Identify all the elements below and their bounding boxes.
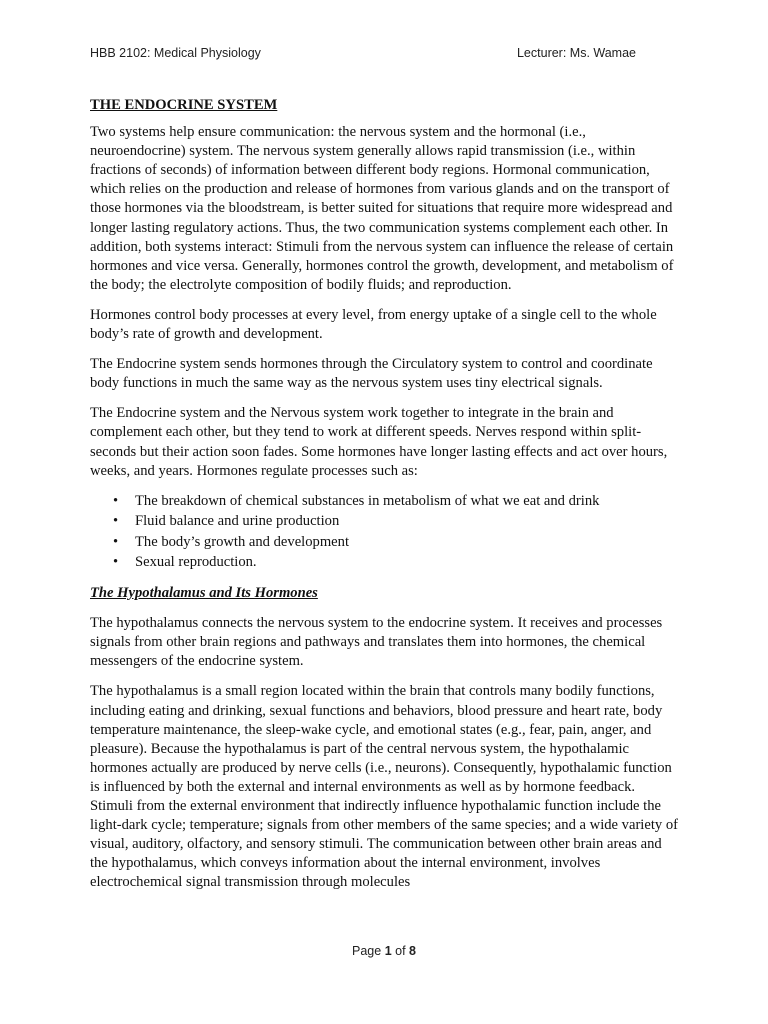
list-item bbox=[90, 511, 678, 532]
header-lecturer: Lecturer: Ms. Wamae bbox=[516, 46, 636, 60]
page-current: 1 bbox=[384, 944, 392, 958]
bullet-icon: • bbox=[113, 554, 119, 571]
bullet-icon: • bbox=[113, 492, 119, 509]
list-item-text: Fluid balance and urine production bbox=[135, 513, 340, 530]
list-item-text: The body’s growth and development bbox=[135, 533, 349, 550]
page-total: 8 bbox=[409, 944, 416, 958]
list-item bbox=[90, 491, 678, 512]
page-of-word: of bbox=[395, 944, 406, 958]
paragraph: The hypothalamus is a small region located within the brain that controls many bodily functions, including eating and drinking, sexual functions and behaviors, blood pressure and heart rate, body temperature maintenance, the sleep-wake cycle, and emotional states (e.g., fear, pain, anger, and pleasure). Because the hypothalamus is part of the central nervous system, the hypothalamic hormones actually are produced by nerve cells (i.e., neurons). Consequently, hypothalamic function is influenced by both the external and internal environments as well as by hormone feedback. Stimuli from the external environment that indirectly influence hypothalamic function include the light-dark cycle; temperature; signals from other members of the same species; and a wide variety of visual, auditory, olfactory, and sensory stimuli. The communication between other brain areas and the hypothalamus, which conveys information about the internal environment, involves electrochemical signal transmission through molecules bbox=[90, 683, 678, 891]
document-title: THE ENDOCRINE SYSTEM bbox=[90, 97, 278, 113]
page-footer bbox=[0, 944, 768, 958]
bullet-icon: • bbox=[113, 533, 119, 550]
list-item bbox=[90, 552, 678, 573]
paragraph: The Endocrine system and the Nervous system work together to integrate in the brain and complement each other, but they tend to work at different speeds. Nerves respond within split-seconds but their action soon fades. Some hormones have longer lasting effects and act over hours, weeks, and years. Hormones regulate processes such as: bbox=[90, 405, 668, 479]
list-item bbox=[90, 532, 678, 553]
paragraph: The hypothalamus connects the nervous system to the endocrine system. It receives and processes signals from other brain regions and pathways and translates them into hormones, the chemical messengers of the endocrine system. bbox=[90, 615, 663, 670]
paragraph: The Endocrine system sends hormones through the Circulatory system to control and coordinate body functions in much the same way as the nervous system uses tiny electrical signals. bbox=[90, 356, 653, 392]
bullet-list bbox=[90, 491, 678, 573]
list-item-text: Sexual reproduction. bbox=[135, 554, 257, 571]
document-body bbox=[90, 96, 678, 903]
bullet-icon: • bbox=[113, 513, 119, 530]
list-item-text: The breakdown of chemical substances in metabolism of what we eat and drink bbox=[135, 492, 600, 509]
section-heading: The Hypothalamus and Its Hormones bbox=[90, 585, 318, 602]
page-word: Page bbox=[352, 944, 382, 958]
paragraph: Hormones control body processes at every level, from energy uptake of a single cell to the whole body’s rate of growth and development. bbox=[90, 306, 657, 343]
header-course: HBB 2102: Medical Physiology bbox=[90, 46, 261, 60]
paragraph: Two systems help ensure communication: the nervous system and the hormonal (i.e., neuroendocrine) system. The nervous system generally allows rapid transmission (i.e., within fractions of seconds) of information between different body regions. Hormonal communication, which relies on the production and release of hormones from various glands and on the transport of those hormones via the bloodstream, is better suited for situations that require more widespread and longer lasting regulatory actions. Thus, the two communication systems complement each other. In addition, both systems interact: Stimuli from the nervous system can influence the release of certain hormones and vice versa. Generally, hormones control the growth, development, and metabolism of the body; the electrolyte composition of bodily fluids; and reproduction. bbox=[90, 124, 674, 293]
